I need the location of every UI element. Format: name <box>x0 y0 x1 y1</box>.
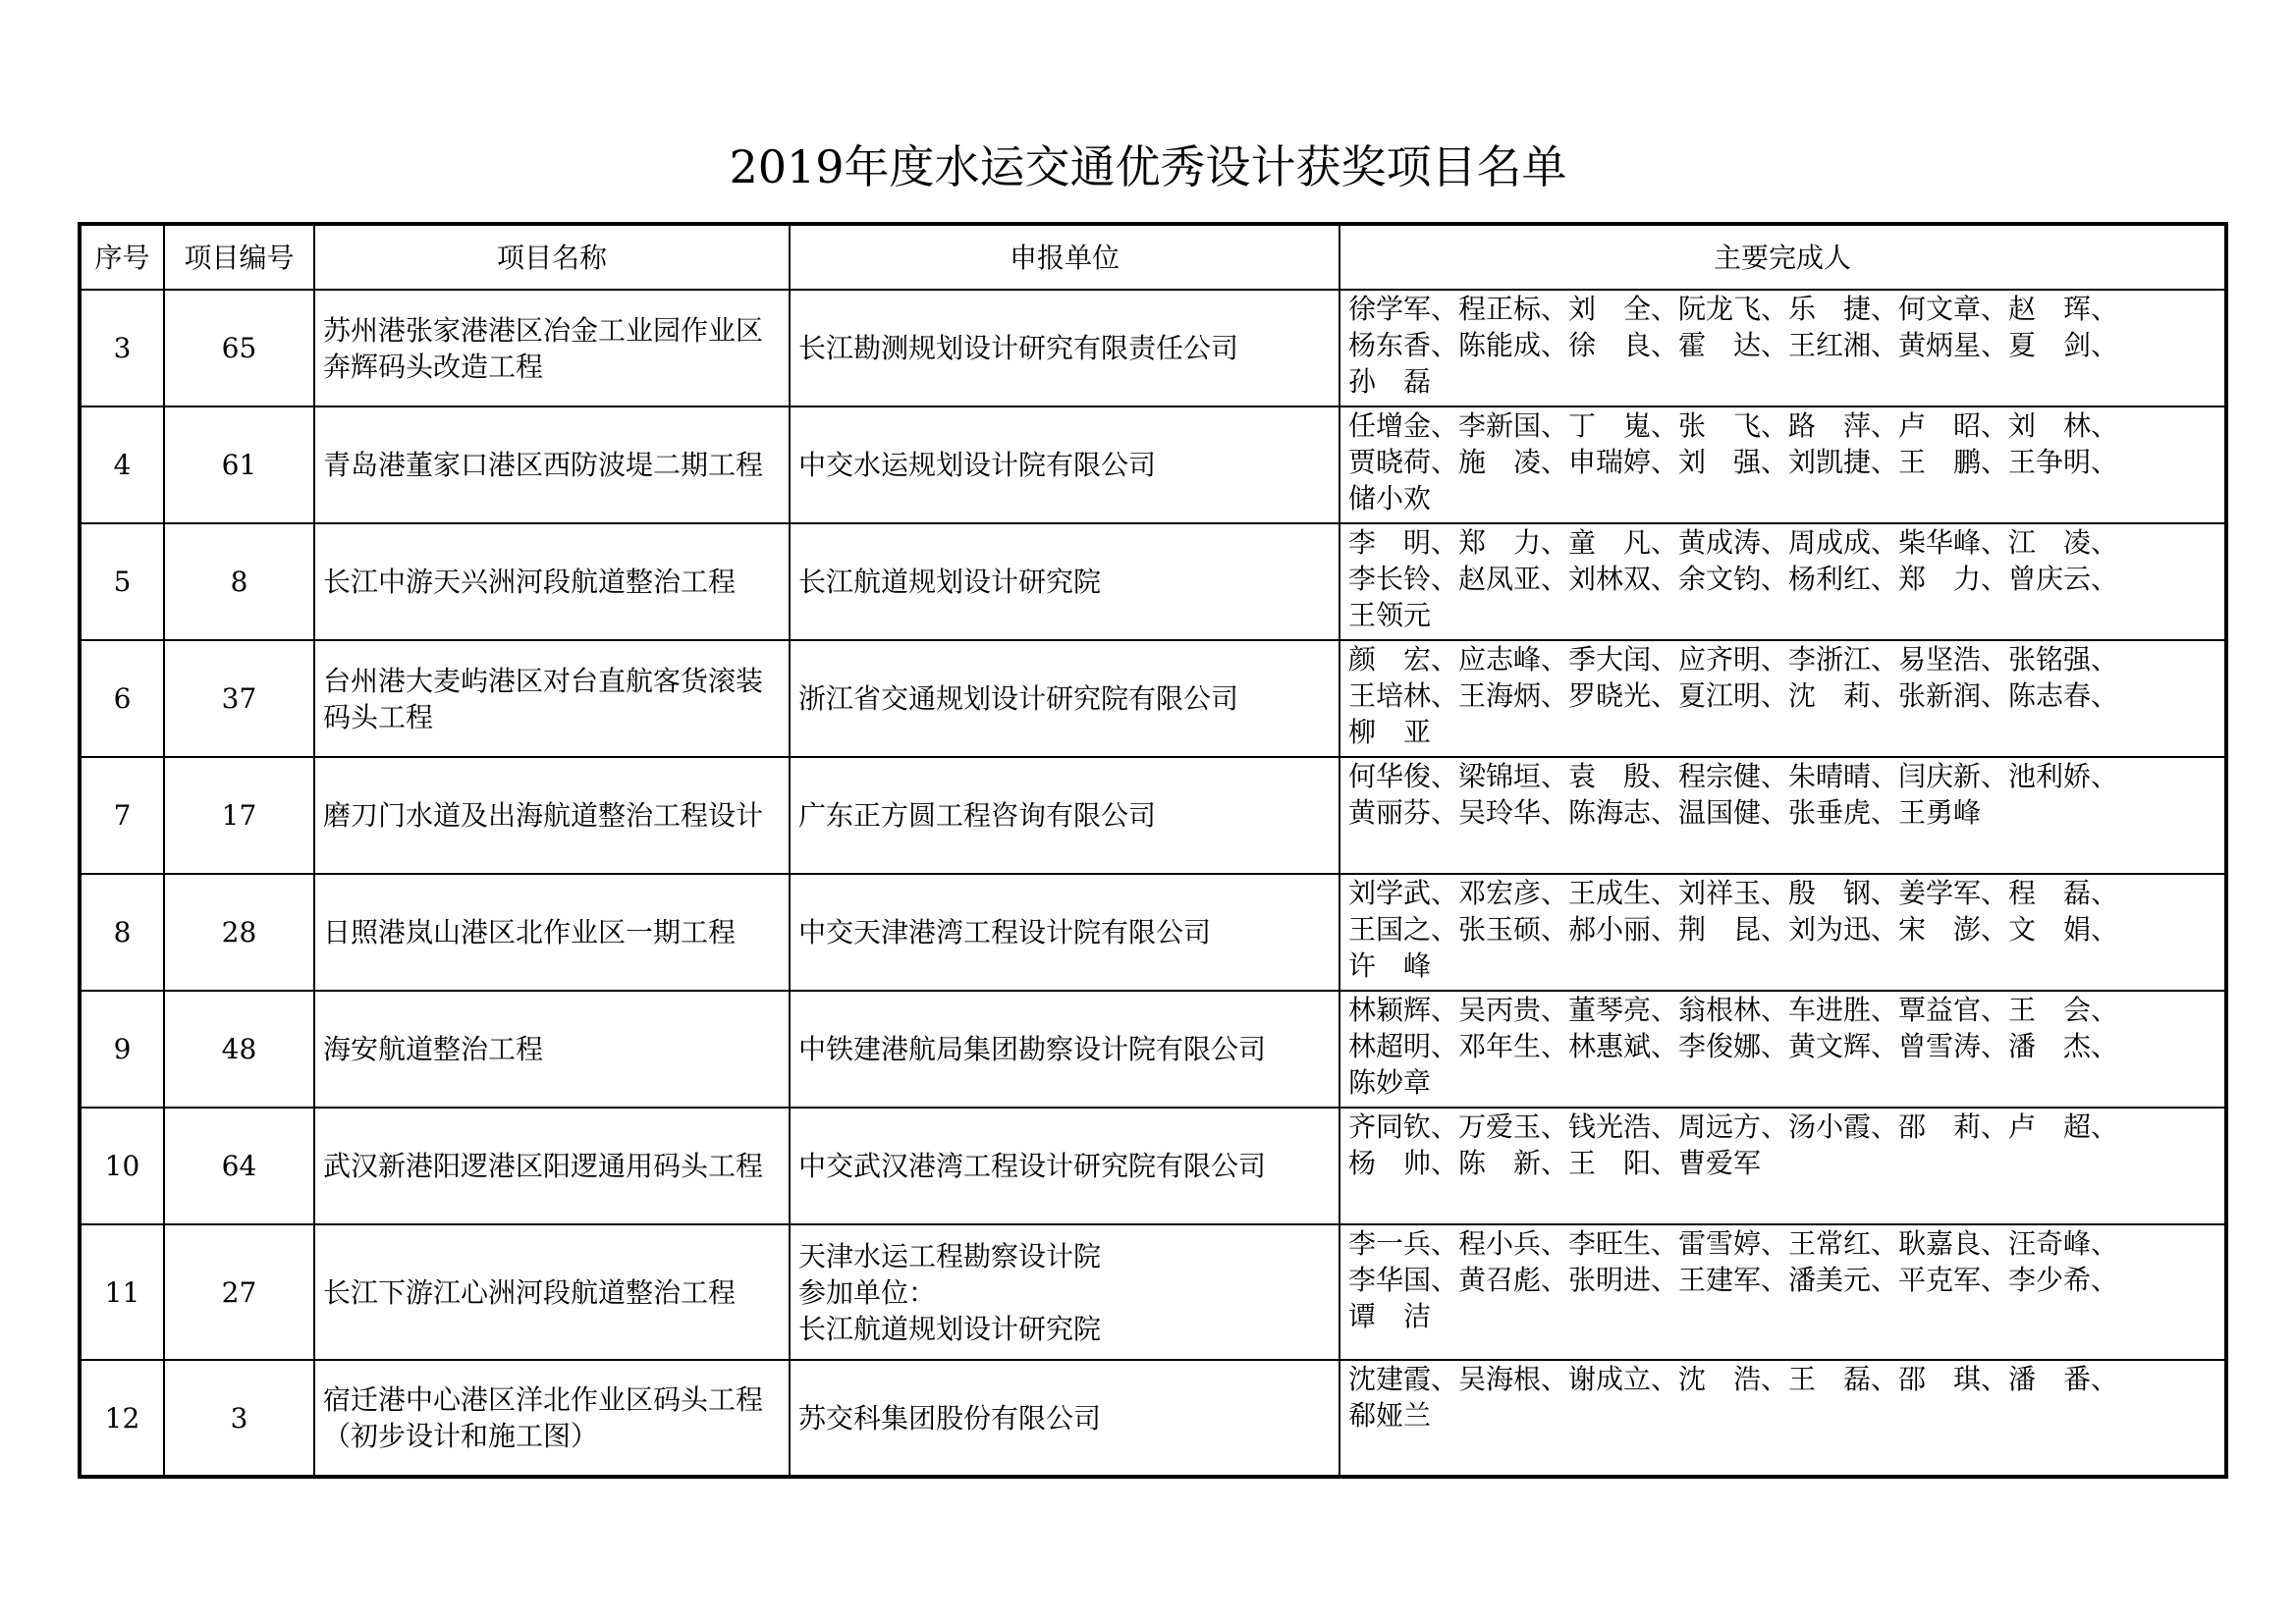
header-seq: 序号 <box>80 224 164 290</box>
page-title: 2019年度水运交通优秀设计获奖项目名单 <box>729 140 1567 193</box>
people-line: 颜 宏、应志峰、季大闰、应齐明、李浙江、易坚浩、张铭强、 <box>1348 643 2119 676</box>
cell-project-name: 磨刀门水道及出海航道整治工程设计 <box>314 757 790 874</box>
unit-line: 苏交科集团股份有限公司 <box>798 1401 1102 1435</box>
cell-people <box>1339 757 2226 874</box>
people-line: 林超明、邓年生、林惠斌、李俊娜、黄文辉、曾雪涛、潘 杰、 <box>1348 1030 2119 1062</box>
people-line: 谭 洁 <box>1348 1300 1432 1332</box>
people-line: 杨 帅、陈 新、王 阳、曹爱军 <box>1348 1147 1762 1179</box>
people-line: 贾晓荷、施 凌、申瑞婷、刘 强、刘凯捷、王 鹏、王争明、 <box>1348 446 2119 478</box>
people-line: 齐同钦、万爱玉、钱光浩、周远方、汤小霞、邵 莉、卢 超、 <box>1348 1110 2119 1143</box>
table-row <box>80 874 2226 991</box>
people-line: 黄丽芬、吴玲华、陈海志、温国健、张垂虎、王勇峰 <box>1348 796 1982 829</box>
unit-line: 中交天津港湾工程设计院有限公司 <box>798 916 1212 948</box>
unit-line: 天津水运工程勘察设计院 <box>798 1239 1102 1272</box>
cell-people <box>1339 1360 2226 1477</box>
people-line: 林颖辉、吴丙贵、董琴亮、翁根林、车进胜、覃益官、王 会、 <box>1348 994 2119 1026</box>
unit-line: 浙江省交通规划设计研究院有限公司 <box>798 682 1239 715</box>
cell-project-name: 海安航道整治工程 <box>314 991 790 1108</box>
header-people: 主要完成人 <box>1339 224 2226 290</box>
cell-project-name: 台州港大麦屿港区对台直航客货滚装码头工程 <box>314 640 790 757</box>
people-line: 任增金、李新国、丁 嵬、张 飞、路 萍、卢 昭、刘 林、 <box>1348 409 2119 442</box>
cell-code: 61 <box>164 406 314 523</box>
cell-seq: 3 <box>80 290 164 406</box>
people-line: 柳 亚 <box>1348 716 1432 748</box>
cell-seq: 4 <box>80 406 164 523</box>
cell-people <box>1339 874 2226 991</box>
cell-seq: 8 <box>80 874 164 991</box>
people-line: 郗娅兰 <box>1348 1399 1432 1432</box>
table-row <box>80 1224 2226 1360</box>
cell-code: 37 <box>164 640 314 757</box>
cell-seq: 6 <box>80 640 164 757</box>
people-line: 李华国、黄召彪、张明进、王建军、潘美元、平克军、李少希、 <box>1348 1264 2119 1296</box>
cell-unit <box>790 991 1339 1108</box>
cell-unit <box>790 640 1339 757</box>
cell-seq: 10 <box>80 1108 164 1224</box>
cell-project-name: 青岛港董家口港区西防波堤二期工程 <box>314 406 790 523</box>
cell-code: 27 <box>164 1224 314 1360</box>
cell-seq: 11 <box>80 1224 164 1360</box>
header-unit: 申报单位 <box>790 224 1339 290</box>
header-code: 项目编号 <box>164 224 314 290</box>
cell-unit <box>790 1108 1339 1224</box>
people-line: 李一兵、程小兵、李旺生、雷雪婷、王常红、耿嘉良、汪奇峰、 <box>1348 1227 2119 1260</box>
cell-people <box>1339 523 2226 640</box>
cell-code: 8 <box>164 523 314 640</box>
cell-people <box>1339 640 2226 757</box>
people-line: 陈妙章 <box>1348 1066 1432 1099</box>
table-row <box>80 290 2226 406</box>
cell-unit <box>790 874 1339 991</box>
people-line: 杨东香、陈能成、徐 良、霍 达、王红湘、黄炳星、夏 剑、 <box>1348 329 2119 361</box>
table-row <box>80 523 2226 640</box>
cell-seq: 5 <box>80 523 164 640</box>
cell-project-name: 苏州港张家港港区冶金工业园作业区奔辉码头改造工程 <box>314 290 790 406</box>
award-table <box>78 222 2228 1479</box>
unit-line: 中铁建港航局集团勘察设计院有限公司 <box>798 1033 1267 1065</box>
unit-line: 广东正方圆工程咨询有限公司 <box>798 799 1157 832</box>
unit-line: 中交武汉港湾工程设计研究院有限公司 <box>798 1150 1267 1182</box>
cell-unit <box>790 757 1339 874</box>
people-line: 沈建霞、吴海根、谢成立、沈 浩、王 磊、邵 琪、潘 番、 <box>1348 1363 2119 1395</box>
unit-line: 参加单位： <box>798 1275 937 1309</box>
cell-people <box>1339 1224 2226 1360</box>
table-row <box>80 991 2226 1108</box>
cell-project-name: 长江下游江心洲河段航道整治工程 <box>314 1224 790 1360</box>
cell-project-name: 长江中游天兴洲河段航道整治工程 <box>314 523 790 640</box>
table-row <box>80 406 2226 523</box>
cell-project-name: 宿迁港中心港区洋北作业区码头工程（初步设计和施工图） <box>314 1360 790 1477</box>
people-line: 王国之、张玉硕、郝小丽、荆 昆、刘为迅、宋 澎、文 娟、 <box>1348 913 2119 946</box>
header-name: 项目名称 <box>314 224 790 290</box>
cell-people <box>1339 290 2226 406</box>
people-line: 储小欢 <box>1348 482 1432 514</box>
table-row <box>80 640 2226 757</box>
people-line: 何华俊、梁锦垣、袁 殷、程宗健、朱晴晴、闫庆新、池利娇、 <box>1348 760 2119 792</box>
cell-unit <box>790 1224 1339 1360</box>
table-row <box>80 757 2226 874</box>
cell-unit <box>790 1360 1339 1477</box>
cell-code: 28 <box>164 874 314 991</box>
cell-people <box>1339 406 2226 523</box>
people-line: 刘学武、邓宏彦、王成生、刘祥玉、殷 钢、姜学军、程 磊、 <box>1348 877 2119 909</box>
cell-code: 48 <box>164 991 314 1108</box>
cell-code: 64 <box>164 1108 314 1224</box>
cell-seq: 12 <box>80 1360 164 1477</box>
cell-project-name: 武汉新港阳逻港区阳逻通用码头工程 <box>314 1108 790 1224</box>
cell-code: 3 <box>164 1360 314 1477</box>
unit-line: 长江航道规划设计研究院 <box>798 1312 1102 1345</box>
unit-line: 长江航道规划设计研究院 <box>798 566 1102 598</box>
table-row <box>80 1360 2226 1477</box>
unit-line: 长江勘测规划设计研究有限责任公司 <box>798 332 1239 364</box>
cell-seq: 7 <box>80 757 164 874</box>
cell-unit <box>790 523 1339 640</box>
table-row <box>80 1108 2226 1224</box>
people-line: 王领元 <box>1348 599 1432 631</box>
cell-unit <box>790 290 1339 406</box>
table-header-row <box>80 224 2226 290</box>
people-line: 李长铃、赵凤亚、刘林双、余文钧、杨利红、郑 力、曾庆云、 <box>1348 563 2119 595</box>
people-line: 李 明、郑 力、童 凡、黄成涛、周成成、柴华峰、江 凌、 <box>1348 526 2119 559</box>
cell-seq: 9 <box>80 991 164 1108</box>
people-line: 孙 磊 <box>1348 365 1432 398</box>
cell-people <box>1339 991 2226 1108</box>
unit-line: 中交水运规划设计院有限公司 <box>798 449 1157 481</box>
people-line: 许 峰 <box>1348 949 1432 982</box>
cell-unit <box>790 406 1339 523</box>
people-line: 王培林、王海炳、罗晓光、夏江明、沈 莉、张新润、陈志春、 <box>1348 679 2119 712</box>
cell-project-name: 日照港岚山港区北作业区一期工程 <box>314 874 790 991</box>
cell-code: 17 <box>164 757 314 874</box>
cell-people <box>1339 1108 2226 1224</box>
people-line: 徐学军、程正标、刘 全、阮龙飞、乐 捷、何文章、赵 珲、 <box>1348 293 2119 325</box>
cell-code: 65 <box>164 290 314 406</box>
